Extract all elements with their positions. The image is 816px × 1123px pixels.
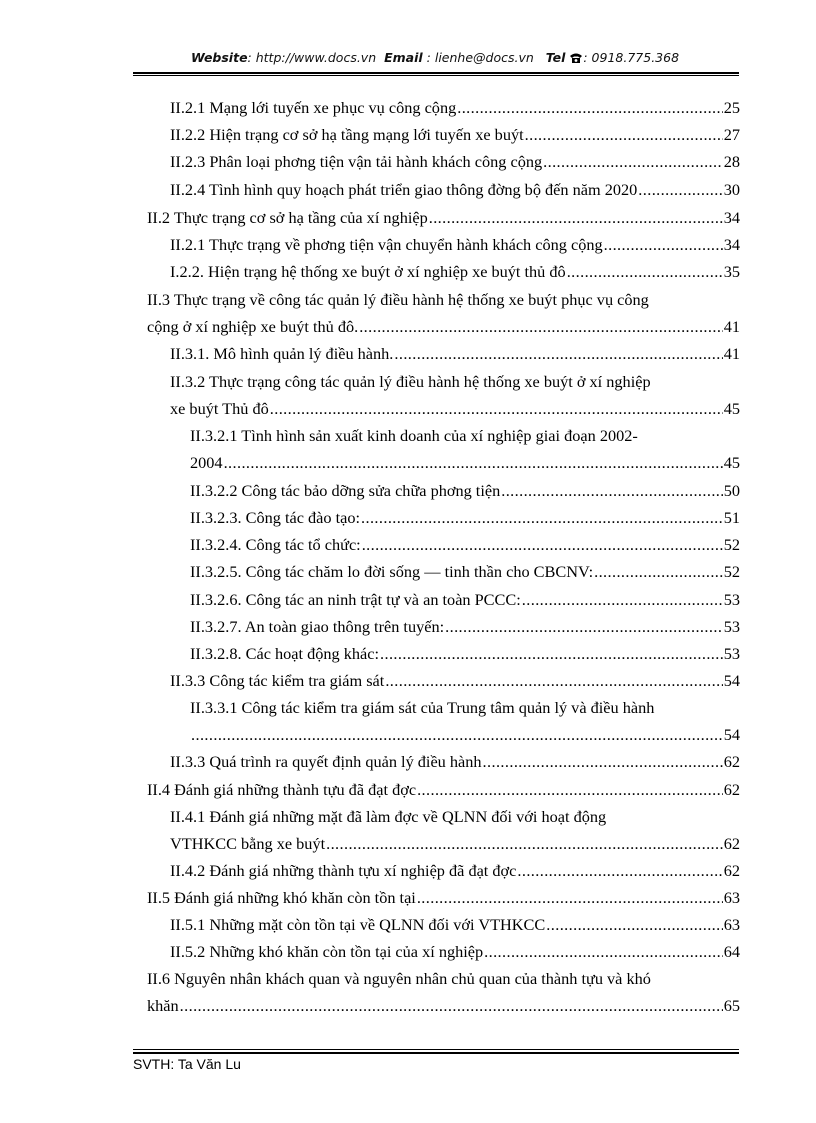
toc-entry-page-number: 51 xyxy=(723,508,740,527)
toc-dot-leader xyxy=(567,262,723,282)
toc-dot-leader xyxy=(224,453,723,473)
toc-dot-leader xyxy=(546,915,722,935)
toc-entry-title: II.5 Đánh giá những khó khăn còn tồn tại xyxy=(147,888,416,907)
toc-entry-page-number: 35 xyxy=(723,262,740,281)
email-value: : lienhe@docs.vn xyxy=(426,50,534,65)
toc-entry[interactable] xyxy=(147,317,740,345)
footer-author: SVTH: Ta Văn Lu xyxy=(133,1056,241,1072)
toc-dot-leader xyxy=(594,562,723,582)
toc-dot-leader xyxy=(362,535,723,555)
toc-dot-leader xyxy=(457,98,722,118)
toc-entry-page-number: 27 xyxy=(723,125,740,144)
toc-entry[interactable] xyxy=(190,426,740,454)
toc-entry-page-number: 62 xyxy=(723,861,740,880)
toc-entry[interactable] xyxy=(190,562,740,590)
toc-entry-page-number: 54 xyxy=(723,671,740,690)
toc-dot-leader xyxy=(326,834,723,854)
toc-entry-title: II.5.2 Những khó khăn còn tồn tại của xí nghiệp xyxy=(170,942,484,961)
toc-dot-leader xyxy=(417,780,723,800)
toc-dot-leader xyxy=(361,508,723,528)
toc-entry-page-number: 65 xyxy=(723,996,740,1015)
toc-entry-title: II.3.2.3. Công tác đào tạo: xyxy=(190,508,361,527)
toc-entry[interactable] xyxy=(147,969,740,997)
toc-entry-title: II.3.2.2 Công tác bảo dỡng sửa chữa phơng tiện xyxy=(190,481,501,500)
toc-entry[interactable] xyxy=(170,152,740,180)
toc-entry-title: II.2.2 Hiện trạng cơ sở hạ tầng mạng lới tuyến xe buýt xyxy=(170,125,524,144)
toc-entry[interactable] xyxy=(170,125,740,153)
toc-entry-page-number: 50 xyxy=(723,481,740,500)
toc-entry[interactable] xyxy=(170,344,740,372)
toc-entry-page-number: 41 xyxy=(723,317,740,336)
toc-dot-leader xyxy=(543,152,723,172)
toc-entry[interactable] xyxy=(170,861,740,889)
header-rule xyxy=(133,72,739,76)
toc-entry-title: cộng ở xí nghiệp xe buýt thủ đô. xyxy=(147,317,359,336)
toc-entry-title: II.3.1. Mô hình quản lý điều hành. xyxy=(170,344,394,363)
toc-entry[interactable] xyxy=(170,399,740,427)
email-label: Email xyxy=(384,50,423,65)
toc-entry-title: xe buýt Thủ đô xyxy=(170,399,269,418)
toc-entry[interactable] xyxy=(190,590,740,618)
toc-entry-title: II.3 Thực trạng về công tác quản lý điều hành hệ thống xe buýt phục vụ công xyxy=(147,290,649,309)
toc-entry-title: II.3.2.1 Tình hình sản xuất kinh doanh của xí nghiệp giai đoạn 2002- xyxy=(190,426,638,445)
toc-entry[interactable] xyxy=(170,915,740,943)
toc-entry[interactable] xyxy=(190,698,740,726)
toc-entry-page-number: 25 xyxy=(723,98,740,117)
toc-entry[interactable] xyxy=(190,725,740,753)
toc-dot-leader xyxy=(417,888,723,908)
toc-entry-title: II.3.3 Quá trình ra quyết định quản lý điều hành xyxy=(170,752,482,771)
toc-dot-leader xyxy=(359,317,723,337)
page-header xyxy=(130,50,740,70)
toc-entry-title: II.4.1 Đánh giá những mặt đã làm đợc về QLNN đối với hoạt động xyxy=(170,807,607,826)
toc-entry[interactable] xyxy=(190,644,740,672)
toc-entry-page-number: 53 xyxy=(723,590,740,609)
toc-entry[interactable] xyxy=(170,671,740,699)
toc-dot-leader xyxy=(483,752,723,772)
toc-entry-title: VTHKCC bằng xe buýt xyxy=(170,834,326,853)
website-value: : http://www.docs.vn xyxy=(247,50,377,65)
toc-entry[interactable] xyxy=(170,235,740,263)
toc-entry-page-number: 64 xyxy=(723,942,740,961)
toc-entry-page-number: 53 xyxy=(723,617,740,636)
toc-entry-page-number: 63 xyxy=(723,915,740,934)
toc-dot-leader xyxy=(180,996,723,1016)
toc-entry-title: II.3.2.8. Các hoạt động khác: xyxy=(190,644,379,663)
toc-entry-title: II.3.2.7. An toàn giao thông trên tuyến: xyxy=(190,617,445,636)
toc-dot-leader xyxy=(501,481,722,501)
toc-entry[interactable] xyxy=(170,834,740,862)
toc-entry-title: II.4 Đánh giá những thành tựu đã đạt đợc xyxy=(147,780,417,799)
website-label: Website xyxy=(190,50,248,65)
toc-dot-leader xyxy=(445,617,723,637)
toc-entry-page-number: 28 xyxy=(723,152,740,171)
toc-dot-leader xyxy=(484,942,723,962)
toc-entry-page-number: 62 xyxy=(723,752,740,771)
toc-dot-leader xyxy=(604,235,723,255)
toc-entry[interactable] xyxy=(190,535,740,563)
toc-dot-leader xyxy=(522,590,723,610)
toc-entry-title: II.3.2.6. Công tác an ninh trật tự và an toàn PCCC: xyxy=(190,590,521,609)
toc-entry[interactable] xyxy=(147,996,740,1024)
toc-entry-title: khăn xyxy=(147,996,179,1015)
toc-dot-leader xyxy=(380,644,723,664)
toc-entry[interactable] xyxy=(190,481,740,509)
toc-entry[interactable] xyxy=(170,942,740,970)
toc-dot-leader xyxy=(429,208,723,228)
toc-entry-title: II.6 Nguyên nhân khách quan và nguyên nhân chủ quan của thành tựu và khó xyxy=(147,969,651,988)
toc-entry-title: II.4.2 Đánh giá những thành tựu xí nghiệp đã đạt đợc xyxy=(170,861,517,880)
toc-entry[interactable] xyxy=(170,807,740,835)
toc-dot-leader xyxy=(191,725,723,745)
toc-entry[interactable] xyxy=(170,262,740,290)
toc-entry-page-number: 45 xyxy=(723,399,740,418)
toc-entry[interactable] xyxy=(147,208,740,236)
toc-dot-leader xyxy=(517,861,722,881)
toc-entry[interactable] xyxy=(170,372,740,400)
toc-entry-title: II.3.2.5. Công tác chăm lo đời sống — tinh thần cho CBCNV: xyxy=(190,562,594,581)
footer-rule xyxy=(133,1049,739,1054)
toc-entry-title: II.2.4 Tình hình quy hoạch phát triển giao thông đờng bộ đến năm 2020 xyxy=(170,180,638,199)
toc-entry[interactable] xyxy=(147,290,740,318)
toc-entry-page-number: 45 xyxy=(723,453,740,472)
toc-dot-leader xyxy=(638,180,722,200)
toc-entry-title: II.2 Thực trạng cơ sở hạ tầng của xí nghiệp xyxy=(147,208,428,227)
toc-entry-title: II.3.2 Thực trạng công tác quản lý điều hành hệ thống xe buýt ở xí nghiệp xyxy=(170,372,651,391)
toc-entry[interactable] xyxy=(170,180,740,208)
toc-entry-page-number: 62 xyxy=(723,834,740,853)
toc-dot-leader xyxy=(270,399,723,419)
toc-entry-title: 2004 xyxy=(190,453,223,472)
toc-entry[interactable] xyxy=(190,617,740,645)
toc-dot-leader xyxy=(385,671,722,691)
phone-icon xyxy=(569,52,583,67)
toc-entry[interactable] xyxy=(170,98,740,126)
toc-entry-title: II.2.1 Mạng lới tuyến xe phục vụ công cộng xyxy=(170,98,457,117)
toc-entry-title: II.2.1 Thực trạng về phơng tiện vận chuyển hành khách công cộng xyxy=(170,235,603,254)
tel-value: : 0918.775.368 xyxy=(583,50,680,65)
toc-entry-title: II.3.2.4. Công tác tổ chức: xyxy=(190,535,361,554)
toc-dot-leader xyxy=(394,344,722,364)
toc-entry-page-number: 52 xyxy=(723,535,740,554)
toc-dot-leader xyxy=(525,125,723,145)
toc-entry[interactable] xyxy=(190,508,740,536)
toc-entry-title: II.3.3 Công tác kiểm tra giám sát xyxy=(170,671,385,690)
toc-entry[interactable] xyxy=(147,888,740,916)
toc-entry-page-number: 30 xyxy=(723,180,740,199)
toc-entry-title: I.2.2. Hiện trạng hệ thống xe buýt ở xí nghiệp xe buýt thủ đô xyxy=(170,262,566,281)
toc-entry[interactable] xyxy=(170,752,740,780)
tel-label: Tel xyxy=(545,50,566,65)
toc-entry[interactable] xyxy=(190,453,740,481)
toc-entry-page-number: 54 xyxy=(723,725,740,744)
toc-entry-page-number: 41 xyxy=(723,344,740,363)
toc-entry-title: II.3.3.1 Công tác kiểm tra giám sát của Trung tâm quản lý và điều hành xyxy=(190,698,655,717)
toc-entry-title: II.5.1 Những mặt còn tồn tại về QLNN đối với VTHKCC xyxy=(170,915,546,934)
toc-entry-page-number: 52 xyxy=(723,562,740,581)
toc-entry-page-number: 53 xyxy=(723,644,740,663)
toc-entry-page-number: 34 xyxy=(723,235,740,254)
toc-entry-page-number: 62 xyxy=(723,780,740,799)
toc-entry[interactable] xyxy=(147,780,740,808)
toc-entry-page-number: 63 xyxy=(723,888,740,907)
toc-entry-page-number: 34 xyxy=(723,208,740,227)
toc-entry-title: II.2.3 Phân loại phơng tiện vận tải hành khách công cộng xyxy=(170,152,543,171)
